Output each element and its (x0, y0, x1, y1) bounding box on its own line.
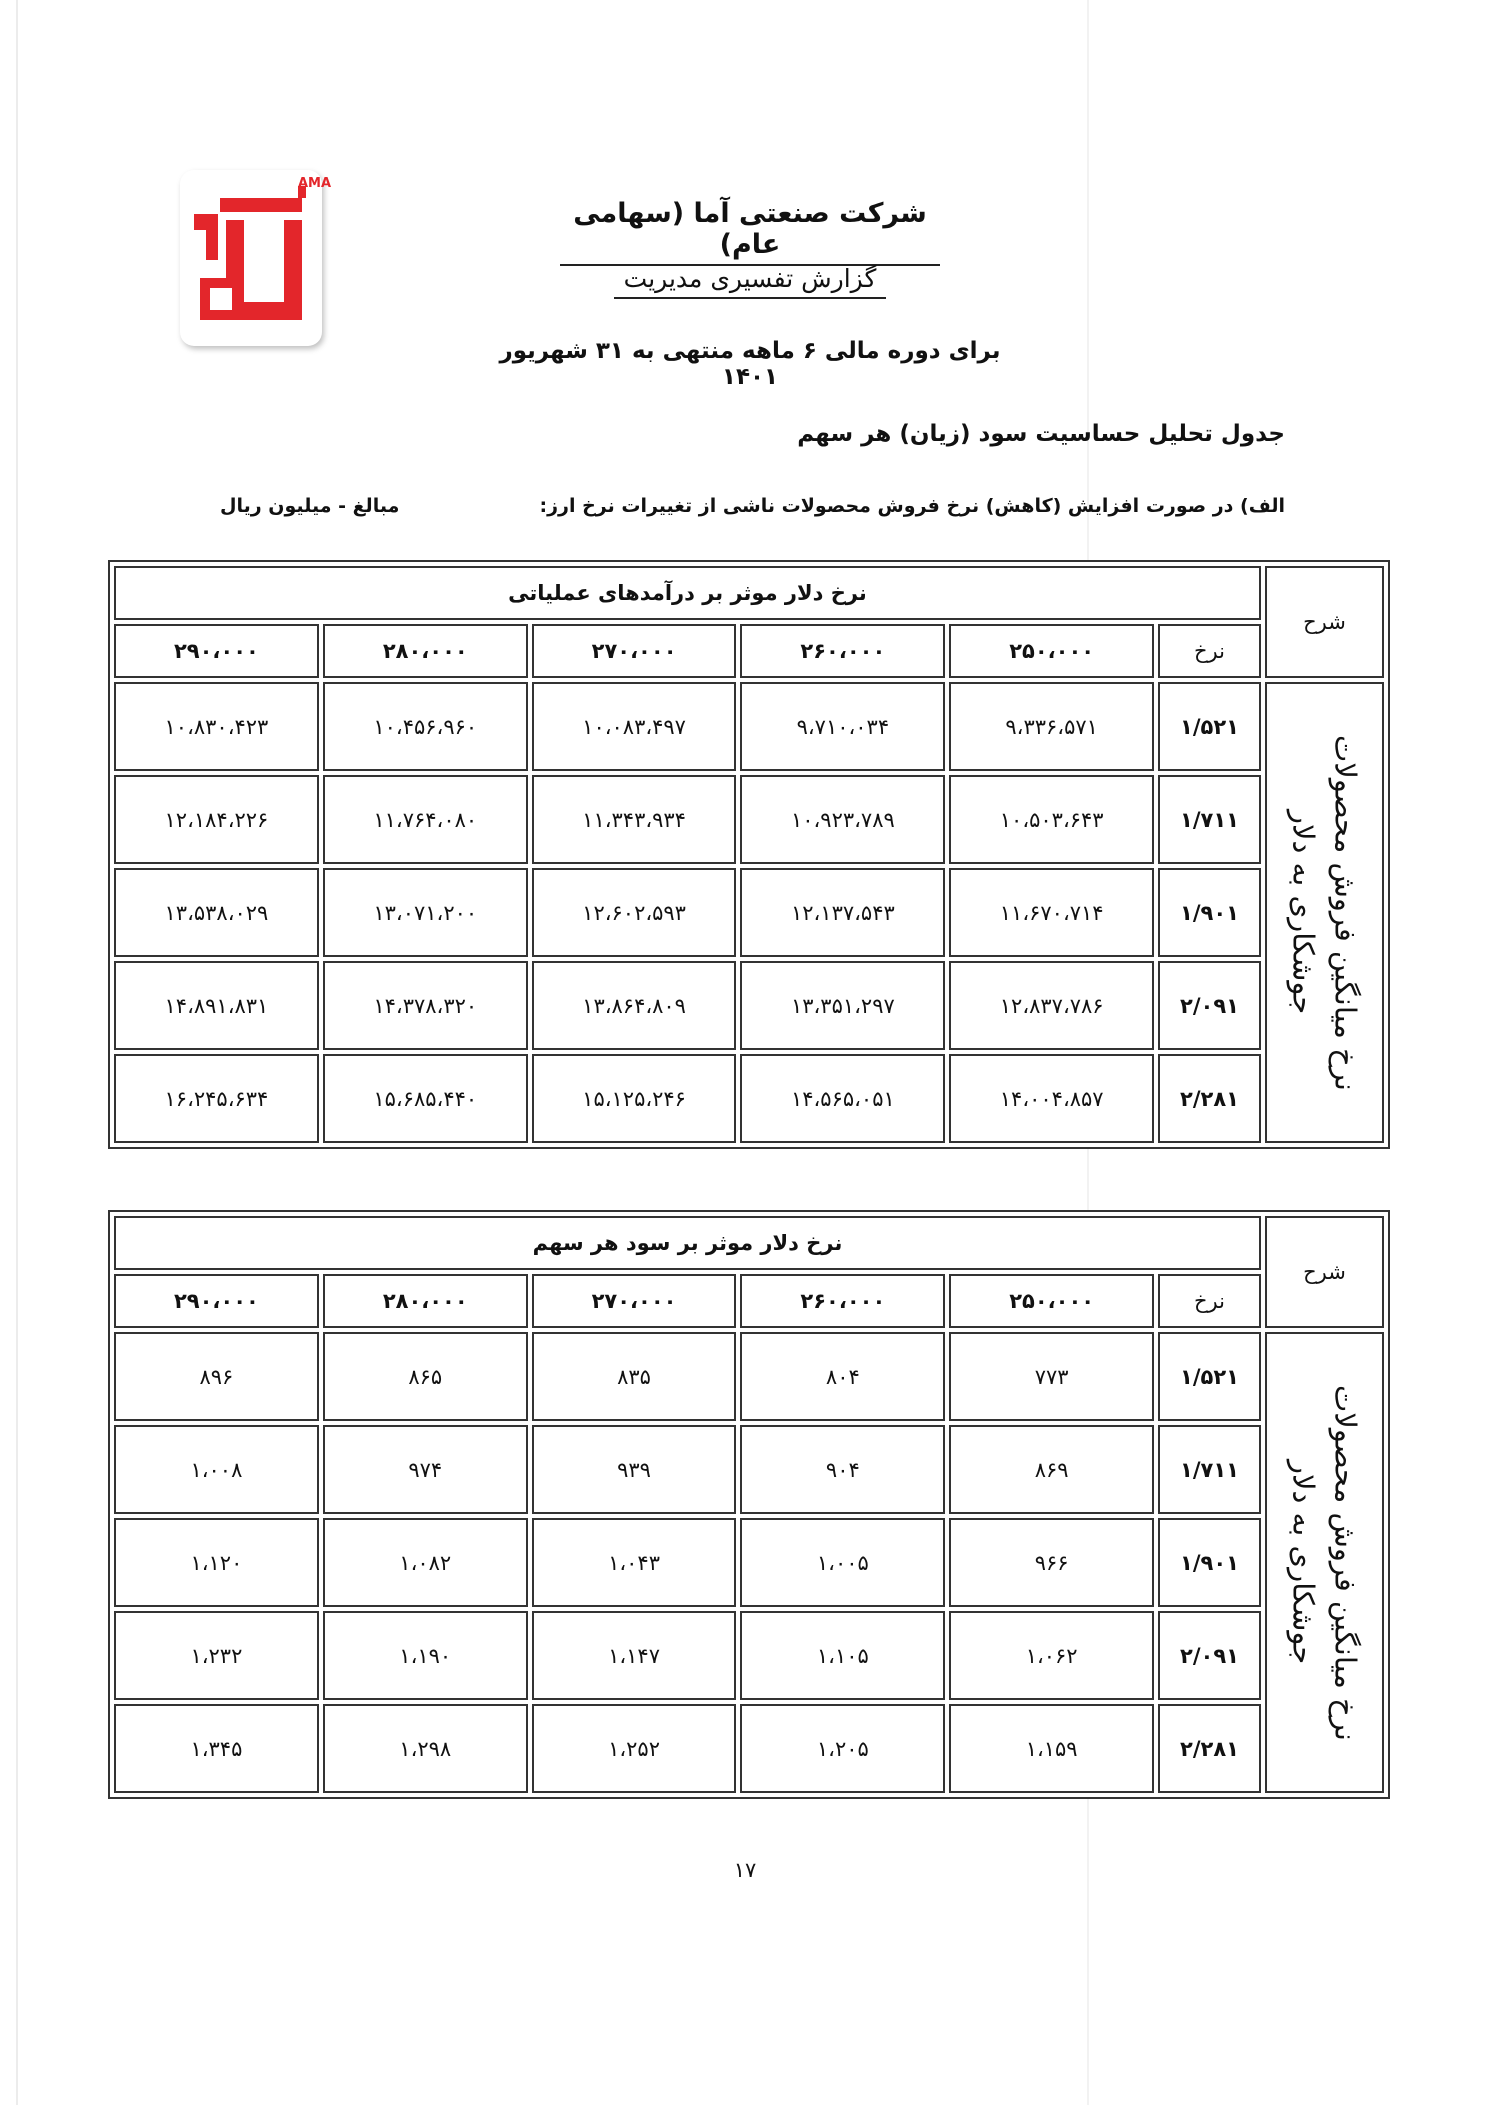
value-cell: ۱،۱۴۷ (532, 1611, 737, 1700)
value-cell: ۱۳،۸۶۴،۸۰۹ (532, 961, 737, 1050)
value-cell: ۸۰۴ (740, 1332, 945, 1421)
value-cell: ۱،۱۵۹ (949, 1704, 1154, 1793)
value-cell: ۱۵،۱۲۵،۲۴۶ (532, 1054, 737, 1143)
value-cell: ۱۲،۸۳۷،۷۸۶ (949, 961, 1154, 1050)
value-cell: ۱۱،۳۴۳،۹۳۴ (532, 775, 737, 864)
table-row (114, 961, 1384, 1050)
value-cell: ۱،۰۸۲ (323, 1518, 528, 1607)
row-group-description (1265, 682, 1384, 1143)
value-cell: ۱۰،۹۲۳،۷۸۹ (740, 775, 945, 864)
value-cell: ۱،۰۰۵ (740, 1518, 945, 1607)
value-cell: ۷۷۳ (949, 1332, 1154, 1421)
column-header: ۲۹۰،۰۰۰ (114, 624, 319, 678)
value-cell: ۱۴،۰۰۴،۸۵۷ (949, 1054, 1154, 1143)
value-cell-highlighted: ۱،۰۴۳ (532, 1518, 737, 1607)
rate-cell: ۱/۷۱۱ (1158, 775, 1261, 864)
rate-cell: ۱/۵۲۱ (1158, 682, 1261, 771)
table-row (114, 1054, 1384, 1143)
value-cell: ۱،۲۳۲ (114, 1611, 319, 1700)
column-header: ۲۵۰،۰۰۰ (949, 1274, 1154, 1328)
table-row (114, 1332, 1384, 1421)
rate-column-header: نرخ (1158, 1274, 1261, 1328)
rate-cell: ۲/۰۹۱ (1158, 1611, 1261, 1700)
table-row (114, 1611, 1384, 1700)
value-cell: ۱،۲۹۸ (323, 1704, 528, 1793)
rate-cell-highlighted: ۱/۹۰۱ (1158, 1518, 1261, 1607)
value-cell: ۱۴،۳۷۸،۳۲۰ (323, 961, 528, 1050)
company-title: شرکت صنعتی آما (سهامی عام) (560, 198, 940, 266)
value-cell: ۸۶۹ (949, 1425, 1154, 1514)
column-header: ۲۶۰،۰۰۰ (740, 1274, 945, 1328)
value-cell: ۱،۳۴۵ (114, 1704, 319, 1793)
column-header: ۲۵۰،۰۰۰ (949, 624, 1154, 678)
report-period: برای دوره مالی ۶ ماهه منتهی به ۳۱ شهریور ۱۴۰۱ (499, 338, 1001, 390)
section-title: جدول تحلیل حساسیت سود (زیان) هر سهم (797, 421, 1285, 447)
units-note: مبالغ - میلیون ریال (220, 495, 400, 517)
table-row (114, 1518, 1384, 1607)
value-cell: ۱۰،۵۰۳،۶۴۳ (949, 775, 1154, 864)
value-cell: ۱۳،۵۳۸،۰۲۹ (114, 868, 319, 957)
value-cell: ۱۳،۰۷۱،۲۰۰ (323, 868, 528, 957)
table-header: نرخ دلار موثر بر سود هر سهم (114, 1216, 1261, 1270)
page-number: ۱۷ (733, 1858, 757, 1882)
rate-cell: ۲/۰۹۱ (1158, 961, 1261, 1050)
value-cell: ۱۰،۴۵۶،۹۶۰ (323, 682, 528, 771)
column-header: ۲۸۰،۰۰۰ (323, 1274, 528, 1328)
revenue-sensitivity-table (108, 560, 1390, 1149)
row-group-description (1265, 1332, 1384, 1793)
value-cell: ۱۱،۷۶۴،۰۸۰ (323, 775, 528, 864)
column-header: ۲۷۰،۰۰۰ (532, 624, 737, 678)
value-cell: ۱۱،۶۷۰،۷۱۴ (949, 868, 1154, 957)
value-cell: ۱،۲۵۲ (532, 1704, 737, 1793)
table-row (114, 868, 1384, 957)
value-cell: ۸۳۵ (532, 1332, 737, 1421)
table-header: نرخ دلار موثر بر درآمدهای عملیاتی (114, 566, 1261, 620)
value-cell: ۱،۲۰۵ (740, 1704, 945, 1793)
table-row (114, 1425, 1384, 1514)
description-header: شرح (1265, 1216, 1384, 1328)
value-cell: ۹،۳۳۶،۵۷۱ (949, 682, 1154, 771)
value-cell: ۹،۷۱۰،۰۳۴ (740, 682, 945, 771)
value-cell: ۱۲،۱۳۷،۵۴۳ (740, 868, 945, 957)
table-row (114, 682, 1384, 771)
rate-cell: ۲/۲۸۱ (1158, 1054, 1261, 1143)
report-name: گزارش تفسیری مدیریت (614, 264, 886, 299)
value-cell: ۱۲،۱۸۴،۲۲۶ (114, 775, 319, 864)
value-cell: ۱،۰۶۲ (949, 1611, 1154, 1700)
description-header: شرح (1265, 566, 1384, 678)
value-cell-highlighted: ۱۲،۶۰۲،۵۹۳ (532, 868, 737, 957)
rate-cell-highlighted: ۱/۹۰۱ (1158, 868, 1261, 957)
rate-cell: ۱/۵۲۱ (1158, 1332, 1261, 1421)
value-cell: ۱،۰۰۸ (114, 1425, 319, 1514)
value-cell: ۱۵،۶۸۵،۴۴۰ (323, 1054, 528, 1143)
column-header: ۲۶۰،۰۰۰ (740, 624, 945, 678)
column-header: ۲۷۰،۰۰۰ (532, 1274, 737, 1328)
description-line: نرخ میانگین فروش محصولات (1328, 1384, 1363, 1741)
eps-sensitivity-table (108, 1210, 1390, 1799)
rate-column-header: نرخ (1158, 624, 1261, 678)
value-cell: ۹۶۶ (949, 1518, 1154, 1607)
column-header: ۲۸۰،۰۰۰ (323, 624, 528, 678)
ama-logo-icon (180, 170, 332, 346)
table-row (114, 775, 1384, 864)
value-cell: ۱۰،۰۸۳،۴۹۷ (532, 682, 737, 771)
value-cell: ۱۳،۳۵۱،۲۹۷ (740, 961, 945, 1050)
rate-cell: ۱/۷۱۱ (1158, 1425, 1261, 1514)
column-header: ۲۹۰،۰۰۰ (114, 1274, 319, 1328)
section-intro: الف) در صورت افزایش (کاهش) نرخ فروش محصولات ناشی از تغییرات نرخ ارز: (539, 495, 1285, 517)
rate-cell: ۲/۲۸۱ (1158, 1704, 1261, 1793)
value-cell: ۱۴،۵۶۵،۰۵۱ (740, 1054, 945, 1143)
value-cell: ۸۹۶ (114, 1332, 319, 1421)
value-cell: ۹۰۴ (740, 1425, 945, 1514)
value-cell: ۹۷۴ (323, 1425, 528, 1514)
value-cell: ۹۳۹ (532, 1425, 737, 1514)
svg-text:AMA: AMA (298, 176, 332, 191)
value-cell: ۱۰،۸۳۰،۴۲۳ (114, 682, 319, 771)
table-row (114, 1704, 1384, 1793)
page-edge (16, 0, 18, 2105)
value-cell: ۱،۱۹۰ (323, 1611, 528, 1700)
value-cell: ۱،۱۰۵ (740, 1611, 945, 1700)
description-line: جوشکاری به دلار (1286, 1460, 1321, 1665)
company-logo (180, 170, 332, 346)
description-line: جوشکاری به دلار (1286, 810, 1321, 1015)
value-cell: ۱۶،۲۴۵،۶۳۴ (114, 1054, 319, 1143)
description-line: نرخ میانگین فروش محصولات (1328, 734, 1363, 1091)
value-cell: ۸۶۵ (323, 1332, 528, 1421)
value-cell: ۱،۱۲۰ (114, 1518, 319, 1607)
value-cell: ۱۴،۸۹۱،۸۳۱ (114, 961, 319, 1050)
